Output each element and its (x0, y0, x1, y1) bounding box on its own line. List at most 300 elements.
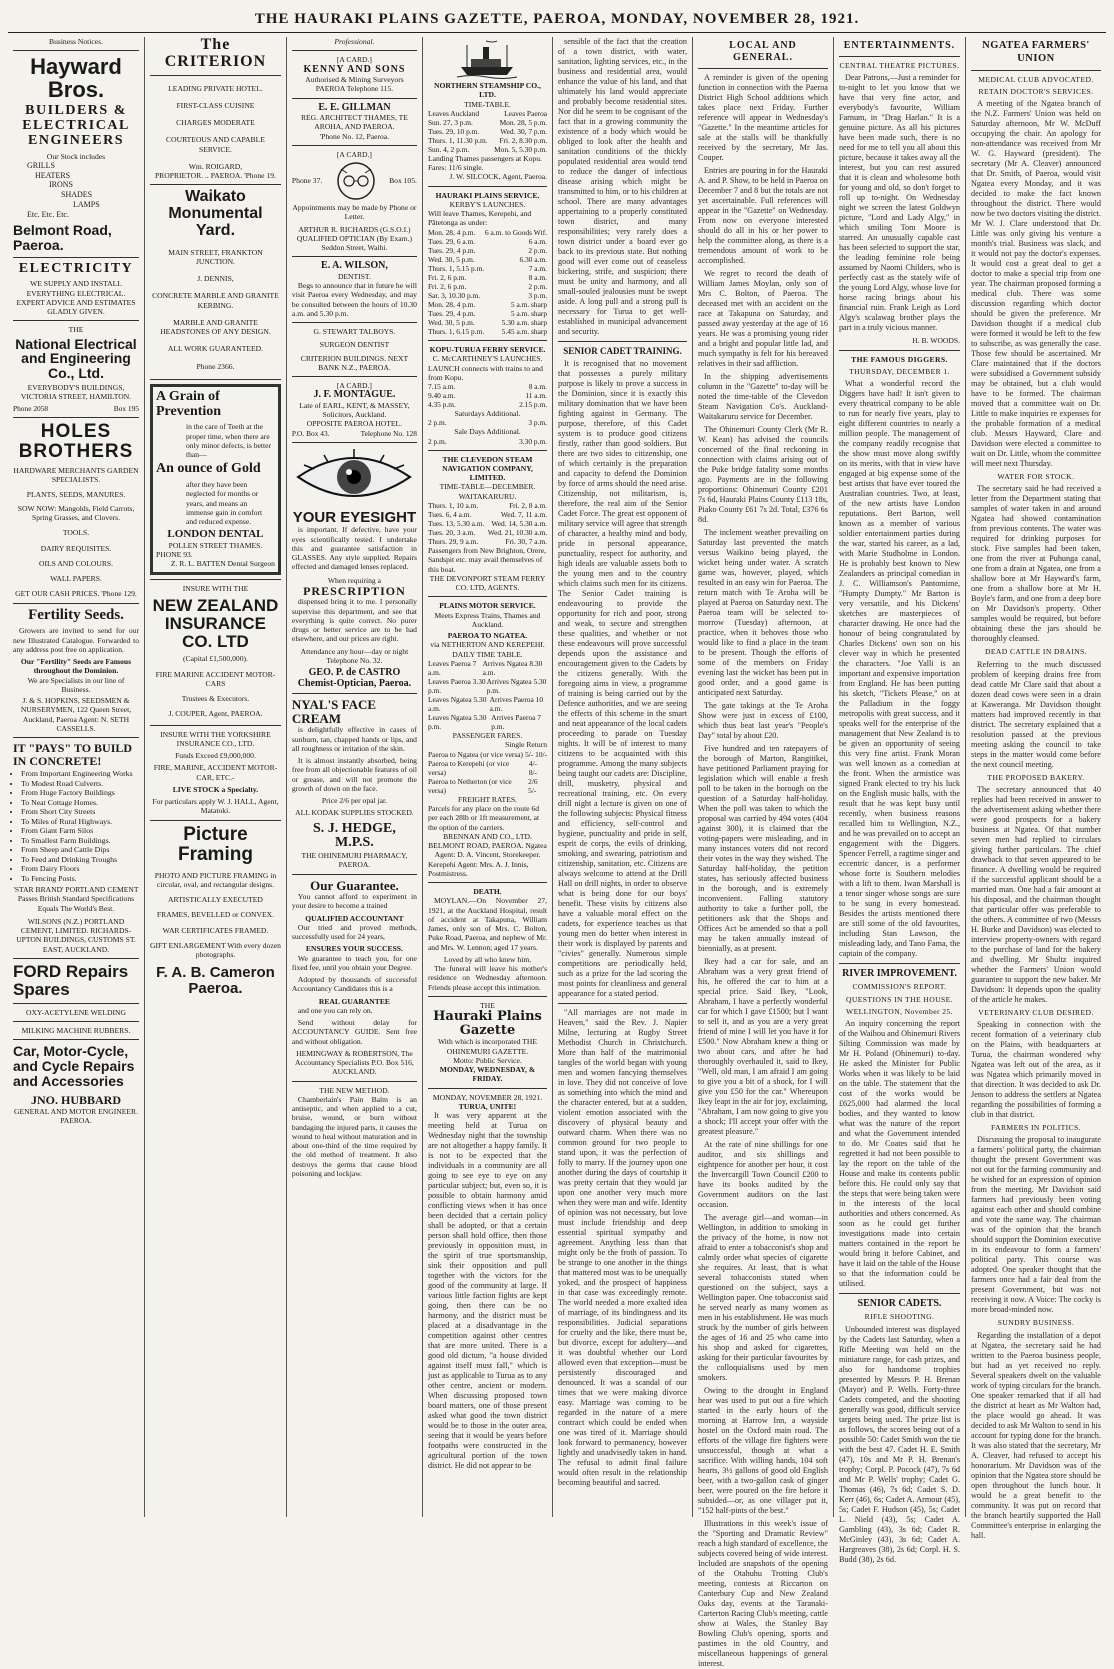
new-method-title: THE NEW METHOD. (319, 1085, 390, 1095)
kerby-row (428, 318, 547, 327)
politics-heading: FARMERS IN POLITICS. (991, 1123, 1081, 1133)
nz-capital: (Capital £1,500,000). (182, 654, 248, 664)
national-contact (13, 404, 139, 413)
tt-cell: Tues. 29, 4 p.m. (427, 245, 476, 255)
attendance: Attendance any hour—day or night Telephone No. 32. (300, 646, 409, 665)
brennan: BRENNAN AND CO., LTD. BELMONT ROAD, PAEROA. Ngatea Agent: D. A. Vincent, Storekeeper. (428, 831, 547, 860)
local-item: Five hundred and ten ratepayers of the borough of Marton, Rangitikei, have petitioned Parliament praying for legislation which will enable a fresh poll to be taken in the borough on the question of a Saturday half-holiday. When the poll was taken to which the proposal was carried by 494 votes (404 against 300), it is claimed that the voting-papers were misleading, and in many instances voters did not record their votes in the way they wished. The Saturday half-holiday, the petition states, has seriously affected business in the borough, and is extremely inconvenient. Falling statutory authority to take a further poll, the petitioners ask that the Shops and Offices Act be amended so that a poll may be taken annually instead of biennially, as at present. (698, 744, 828, 954)
kenny-surveyors: Authorised & Mining Surveyors PAEROA Telephone 115. (305, 75, 404, 94)
tt-cell: Leaves Paeroa 3.30 p.m. (427, 676, 486, 695)
senior-cadets-heading: SENIOR CADETS. (857, 1298, 942, 1310)
gillman-architect: REG. ARCHITECT THAMES, TE AROHA, AND PAEROA. (300, 113, 408, 132)
wellington-dateline: WELLINGTON, November 25. (846, 1006, 953, 1016)
dennis-concrete: CONCRETE MARBLE AND GRANITE KERBING. (152, 291, 279, 310)
criterion-cuisine: FIRST-CLASS CUISINE (176, 100, 255, 110)
montague-pobox: P.O. Box 43. (291, 428, 330, 438)
nyals-price: Price 2/6 per opal jar. (321, 796, 388, 806)
northern-steamship: NORTHERN STEAMSHIP CO., LTD. (434, 81, 541, 100)
fare-row (428, 750, 547, 759)
kenny-sons: KENNY AND SONS (303, 63, 406, 75)
tt-cell: Thurs. 1, 5.15 p.m. (427, 263, 485, 273)
accountancy-guide: Send without delay for ACCOUNTANCY GUIDE. Sent free and without obligation. (291, 1018, 417, 1046)
timetable-row (428, 127, 547, 136)
concrete-item: • To Fencing Posts. (21, 874, 139, 884)
senior-cadet-training-text: It is recognised that no movement that possesses a purely military purpose is likely to prove a success in the Dominion, since it is exactly this military domination that we have been fighting against in Germany. The purpose, therefore, of this Cadet system is to produce good citizens firstly, rather than good soldiers. But there are two sides to citizenship, one of which certainly is the preparation and capacity to defend the Dominion by force of arms should the need arise. Citizenship, not militarism, is, therefore, the real aim of the Senior Cadet Force. The great est opponent of military service will agree that strength of character, a healthy mind and body, pride in personal appearance, punctuality, respect for authority, and high ideals are valuable assets both to the young men and to the country which claims such men for its citizens. The Senior Cadet training is endeavouring to provide the opportunity for rich and poor, strong and weak, to secure and strengthen these qualities, and whether or not these endeavours will prove successful depends upon the assistance and encouragement given to the Cadets by the citizens generally. With the foregoing aims in view, a programme of training is being carried out by the Defence authorities, and we are seeing the effects of this scheme in the smart and neat appearance of the local cadets proceeding to parade on Tuesday nights. It will be of interest to many citizens to be acquainted with this programme. Among the many subjects being taught our cadets are: Discipline, drill, musketry, physical and recreational training, etc. On every drill night a lecture is given on one of the following subjects: Physical fitness and efficiency, self-control and hygiene, punctuality and pride in self, esprit de corps, the evils of drinking, smoking, and swearing, patriotism and citizenship, sanitation, etc. Citizens are always welcome to attend at the Drill Hall on drill nights, in order to observe what is being done for our boys' benefit. These visits by citizens also have a valuable moral effect on the cadets, for experience teaches us that young men do better when interest in their work is displayed by parents and "civies" generally. Numerous simple competitions are periodically held, such as a prize for the lad scoring the most points for cleanliness and general appearance for a stated period. (558, 358, 687, 998)
fertility-growers: Growers are invited to send for our new Illustrated Catalogue. Forwarded to any address post free on application. (13, 626, 139, 654)
local-general-heading: LOCAL AND GENERAL. (729, 40, 797, 64)
kerby-row (428, 291, 547, 300)
everybodys-buildings: EVERYBODY'S BUILDINGS, VICTORIA STREET, HAMILTON. (20, 382, 132, 401)
ford-repairs: FORD Repairs Spares (13, 961, 129, 999)
tt-cell: Wed. 21, 10.30 a.m. (487, 528, 548, 538)
yorkshire-live: LIVE STOCK a Specialty. (172, 784, 259, 794)
optician-box: Box 105. (389, 176, 417, 186)
stock-item: HEATERS (35, 170, 71, 180)
tt-cell: Sun. 4, 2 p.m. (427, 144, 470, 154)
nz-trustees: Trustees & Executors. (181, 694, 250, 704)
rifle-shooting: RIFLE SHOOTING. (864, 1312, 935, 1322)
electricity-title: ELECTRICITY (18, 260, 134, 276)
stock-intro: Our Stock includes (46, 151, 106, 161)
real-guarantee: REAL GUARANTEE (318, 996, 390, 1006)
dairy-line: DAIRY REQUISITES. (40, 543, 112, 553)
clev-row (428, 519, 547, 528)
hardware-merchants: HARDWARE MERCHANTS GARDEN SPECIALISTS. (13, 466, 139, 485)
guarantee-text-4: Adopted by thousands of successful Accountancy Candidates this is a (291, 975, 417, 994)
tt-cell: Fri. 2, 8.30 p.m. (499, 135, 548, 145)
kerbys-launches: KERBY'S LAUNCHES. (449, 199, 526, 209)
richards: ARTHUR R. RICHARDS (G.S.O.I.) QUALIFIED OPTICIAN (By Exam.) Seddon Street, Waihi. (296, 224, 412, 252)
tt-cell: Fri. 2, 8 a.m. (509, 500, 548, 510)
eyesight-title: YOUR EYESIGHT (292, 508, 417, 526)
tt-cell: 2.15 p.m. (519, 400, 548, 410)
concrete-item: • From Important Engineering Works (21, 769, 139, 779)
guarantee-text-3: We guarantee to teach you, for one fixed fee, until you obtain your Degree. (291, 953, 417, 972)
politics-text: Discussing the proposal to inaugurate a farmers' political party, the chairman thought the present Government was not out for the farming community and he wished for an expression of opinion from the meeting. Mr Davidson said farmers had previously been voting against each other and should combine and vote the same way. The chairman was of the opinion that the branch should support the Dominion executive in its endeavour to form a farmers' political party. This course was adopted. One speaker thought that the farmers once had a fair deal from the present Government, but was not receiving it now. A Voice: The cocky is more broad-minded now. (971, 1135, 1101, 1315)
stock-item: Etc. Etc. Etc. (27, 209, 69, 219)
concrete-list (13, 769, 139, 883)
london-dental: LONDON DENTAL (167, 528, 264, 541)
tt-cell: Tues. 29, 6 a.m. (427, 236, 476, 246)
criterion-charges: CHARGES MODERATE (176, 118, 255, 128)
tt-cell: 6.30 a.m. (519, 254, 548, 264)
fare-row (428, 777, 547, 795)
veterinary-heading: VETERINARY CLUB DESIRED. (978, 1007, 1094, 1017)
tt-cell: 2 p.m. (528, 245, 548, 255)
concrete-item: • From Dairy Floors (21, 864, 139, 874)
concrete-item: • To Smallest Farm Buildings. (21, 836, 139, 846)
tt-cell: 3 p.m. (528, 418, 548, 428)
kerby-row (428, 255, 547, 264)
clevedon-passengers: Passengers from New Brighton, Orere, Sandspit etc. may avail themselves of this boat. (427, 546, 547, 574)
timetable-title: TIME-TABLE. (464, 99, 511, 109)
masthead: THE HAURAKI PLAINS GAZETTE, PAEROA, MONDAY, NOVEMBER 28, 1921. (8, 6, 1106, 33)
medical-text: A meeting of the Ngatea branch of the N.Z. Farmers' Union was held on Saturday afternoon, Mr W. McDuff occupying the chair. An apology for non-attendance was received from Mr W. G. Hayward (president). The secretary (Mr A. Cleaver) announced that Dr. Smith, of Paeroa, would visit Ngatea every Monday, and it was decided to make the fact known throughout the district. There would now be two doctors visiting the district. Mr W. J. Clare understood that Dr. Little was only giving his venture a month's trial. Business was slack, and it would not pay the doctor's expenses. It would cost a great deal to get a doctor to make a special trip from one year. The chairman proposed forming a medical club. There was some discussion regarding which doctor should be given the preference. Mr Davidson thought if a medical club were formed it would be left to the few to subscribe, as was generally the case. Those few should be ascertained. Mr Clare maintained that if the doctors were subsidised a Government subsidy may be obtained, but a club would have to be formed. The chairman moved that a committee wait on Dr. Little to make inquiries re expenses for the probable formation of a medical club. Messrs Hayward, Clare and Davidson were elected a committee to wait on Dr. Little, whom the committee will meet next Thursday. (971, 99, 1101, 469)
kerby-row (428, 327, 547, 336)
mc-row (428, 400, 547, 409)
mc-row (428, 382, 547, 391)
tt-cell: Arrives Ngatea 5.30 p.m. (486, 676, 547, 695)
timetable-row (428, 118, 547, 127)
local-item: Owing to the drought in England hear was used to put out a fire which started in the early hours of the morning at Harrow Inn, a wayside hostel on the Oxford main road. The efforts of the village fire fighters were unsuccessful, though at what a sacrifice. With willing hands, 104 soft hearts, 3½ gallons of good old English beer, with a two-gallon cask of ginger beer, were poured on the fire before it subsided—or, as one villager put it, "152 half-pints of the best." (698, 1386, 828, 1516)
concrete-item: • To Miles of Rural Highways. (21, 817, 139, 827)
gazette-motto: Motto: Public Service. (453, 1055, 522, 1065)
de-castro: GEO. P. de CASTRO Chemist-Optician, Paeroa. (297, 667, 412, 689)
guarantee-text-5: and one you can rely on. (297, 1005, 373, 1015)
talboys-address: CRITERION BUILDINGS. NEXT BANK N.Z., PAEROA. (300, 353, 409, 372)
column-3 (287, 37, 423, 1517)
daily-row (428, 695, 547, 713)
death-text: MOYLAN.—On November 27, 1921, at the Auckland Hospital, result of accident at Takapuna, William James, only son of Mrs. C. Bolton, Puke Road, Paeroa, and nephew of Mr. and Mrs. W. Lennon; aged 17 years. (427, 896, 548, 952)
tt-cell: Wed. 30, 5 p.m. (427, 317, 475, 327)
tt-cell: Arrives Paeroa 7 p.m. (491, 713, 541, 732)
framing-photo: PHOTO AND PICTURE FRAMING in circular, oval, and rectangular designs. (154, 870, 277, 889)
tt-cell: 7 a.m. (528, 263, 548, 273)
talboys: G. STEWART TALBOYS. (313, 327, 396, 336)
diggers-text: What a wonderful record the Diggers have had! It isn't given to every theatrical company to be able to run for nearly five years, play to eight different countries to nearly a million people. The management of the company readily recognise that the show must move along swiftly on its merits, with that in view have engaged at big expense some of the best artists that have ever toured the Australian countries. Two, at least, of the new artists have London reputations. Bert Barton, well known as a member of various soldier entertainment parties during the war, started his career, as a lad, with Marie Studholme in London. He is probably best known to New Zealanders as principal comedian in J. C. Williamson's Pantomime, "Humpty Dumpty." Mr Barton is very versatile, and his Dickens' sketches are masterpieces of character drawing. He once had the honour of being congratulated by Charles Dickens' own son on his clever way in which he presented the characters. "Joe Yalli is an important and expensive importation from England. He has been putting his sketch, "Tickets Please," on at the Palladium in the foggy metropolis with great success, and it speaks well for the enterprise of the management that New Zealand is to be given an opportunity of seeing this very fine artist. Frank Moran was well known as a comedian at the front. When the armistice was signed Frank elected to try his luck on the English music halls, with the result that he was kept busy until recently, when business reasons recalled him to Wellington, N.Z., and he was prevailed on to accept an engagement with the Diggers. Spencer Ferrell, a ragtime singer and eccentric dancer, is a performer whose forte is Southern melodies with a lift to them. Iwan Marshall is a tenor singer whose songs are sure to be sung in every homestead. Besides the artists mentioned there are still some of the old favourites, including Stan Lawson, the misleading lady, and Tano Fama, the captain of the company. (838, 379, 961, 959)
criterion-service: COURTEOUS AND CAPABLE SERVICE. (166, 135, 265, 154)
kerby-row (428, 300, 547, 309)
talboys-surgeon: SURGEON DENTIST (319, 340, 390, 350)
bakery-text: The secretary announced that 40 replies had been received in answer to the advertisement asking whether there were good prospects for a bakery business at Ngatea. Of that number seven men had replied to circulars giving further particulars. The chief drawback to that seven appeared to be finance. A dwelling would be required if the successful applicant should be a married man. One had a fair amount at his disposal, and the chairman thought that particular offer was preferable to the others. A committee of two (Messrs H. Burke and Davidson) was elected to interview property-owners with regard to the purchase of land for the bakery and dwelling. Mr Shultz inquired whether the Farmers' Union would guarantee to support the new baker. Mr Davidson: It depends upon the quality of the article he makes. (971, 784, 1101, 1004)
criterion-hotel: LEADING PRIVATE HOTEL. (168, 83, 263, 93)
clevedon: THE CLEVEDON STEAM NAVIGATION COMPANY, LIMITED. (442, 454, 533, 483)
local-item: In the shipping advertisements column in the "Gazette" to-day will be noted the time-table of the Clevedon Steam Navigation Co's. Auckland-Waitakaruru service for December. (698, 372, 828, 422)
tt-december: TIME-TABLE—DECEMBER. (439, 482, 536, 492)
local-item: Entries are pouring in for the Hauraki A. and P. Show, to be held in Paeroa on December 7 and 8 but the totals are not yet ascertainable. Full references will appear in the "Gazette" on Wednesday. From now on everyone interested should do all in his or her power to help the committee along, as there is a tremendous amount of work to be accomplished. (698, 166, 828, 266)
column-7 (834, 37, 966, 1564)
sale-row (428, 437, 547, 446)
hauraki-plains-gazette-title: Hauraki Plains Gazette (433, 1009, 542, 1038)
stock-item: LAMPS (73, 199, 100, 209)
marriages-article: "All marriages are not made in Heaven," said the Rev. J. Napier Milne, lecturing at Rugby Street Methodist Church in Christchurch. More than half of the matrimonial tangles of the world began with young men and women fancying themselves in love. They did not conceive of love as something into which the mind and the character entered, but at a sudden, violent emotion associated with the discovery of physical beauty and outward charm. When there was no common ground for two people to stand upon, it was the perfection of folly to marry. If the journey upon one another during the days of courtship it was pretty certain that they would jar upon one another very much more when they were man and wife. Identity of opinion was not necessary, but love must include friendship and deep essential spiritual sympathy and agreement. Anything less than that might only be the froth of passion. To be strange to one another in the things that mattered most was to be unequally yoked, and the prospect of happiness in that case was exceedingly remote. The world needed a more exalted idea of marriage, of its bindingness and its responsibilities. Judicial separations for cruelty and the like, there must be, but divorce, except for adultery—and it was doubtful whether our Lord allowed even that exception—must be persistently discouraged and denounced. It was a scandal of our times that we were making divorce easy. Marriage was coming to be regarded in the nature of a mere contract which could be ended when one was tired of it. Marriage should look forward to permanency, however lightly and unadvisedly taken in hand. The refusal to admit final failure would often result in the relationship becoming beautiful and sacred. (558, 1007, 687, 1487)
dennis: J. DENNIS, (197, 274, 234, 284)
tt-cell: 2 p.m. (427, 418, 447, 428)
wilson-dentist: DENTIST. (337, 271, 371, 281)
steamship-icon (457, 39, 517, 79)
framing-artistic: ARTISTICALLY EXECUTED (168, 895, 263, 904)
optician-header (292, 159, 417, 203)
turua-text: It was very apparent at the meeting held at Turua on Wednesday night that the township are not altogether a happy family. It is not to be expected that the individuals in a community are all going to see eye to eye on any particular subject; but, even so, it is possible to obtain harmony amid conflicting views when it has once been decided that a certain policy shall be adopted, or that a certain person shall hold office, then those previously in opposition must, in the spirit of true sportsmanship, sink their opposition and pull together with the victors for the good of the community at large. If various little faction fights are kept going, then there can be no harmony, and the district must be placed at a disadvantage in the competition against other centres that are more united. There is a good old dictum, "a house divided against itself must fall," which is just as applicable to Turua as to any other centre, ancient or modern. When discussing proposed town board matters, one of those present asked what good the town district would be to those in the outer area, seeing that it would be years before footpaths were constructed in the agricultural portion of the town district. He did not appear to be (427, 1111, 548, 1471)
tt-cell: Tues. 6, 4 a.m. (427, 509, 472, 519)
tt-cell: Thurs. 1, 11.30 p.m. (427, 135, 488, 145)
yorkshire-particulars: For particulars apply W. J. HALL, Agent, Matatoki. (152, 797, 279, 816)
pays-to-build: IT "PAYS" TO BUILD IN CONCRETE! (13, 741, 133, 768)
tt-head-left: Leaves Auckland (427, 108, 480, 118)
tt-cell: 3.30 p.m. (519, 436, 548, 446)
ounce-title: An ounce of Gold (156, 461, 261, 477)
column-2 (145, 37, 287, 1517)
tools-line: TOOLS. (62, 528, 90, 538)
tt-head-right: Leaves Paeroa (504, 108, 548, 118)
roigard: Wm. ROIGARD, (188, 161, 243, 171)
optician-phone: Phone 37. (291, 176, 323, 186)
tt-cell: Tues. 29, 10 p.m. (427, 126, 480, 136)
rifle-text: Unbounded interest was displayed by the Cadets last Saturday, when a Rifle Meeting was held on the miniature range, for cash prizes, and also for handsome trophies presented by Messrs P. H. Brenan (Mayor) and P. Wells. Forty-three Cadets competed, and the shooting generally was good, difficult service targets being used. The prize list is as follows, the scores being out of a possible 50: Cadet Smith won the tie with the best 47. Cadet H. E. Smith (47), 10s and Mr P. H. Brenan's trophy; Corpl. P. Pocock (47), 7s 6d and Mr P. Wells' trophy; Cadet G. Thomas (46), 7s 6d; Cadet S. D. Kerr (46), 6s; Cadet A. Armour (45), 5s; Cadet F. Hudson (45), 5s; Cadet L. Nield (43), 5s; Cadet A. Gambling (43), 3s 6d; Cadet R. McGinley (43), 3s 6d; Cadet A. Hargreaves (38), 2s 6d; Corpl. H. S. Budd (38), 2s 6d. (838, 1324, 961, 1564)
central-theatre-heading: CENTRAL THEATRE PICTURES. (839, 61, 960, 71)
fertility-famous: Our "Fertility" Seeds are Famous throughout the Dominion. (20, 657, 132, 676)
wilsons-cement: WILSONS (N.Z.) PORTLAND CEMENT, LIMITED. RICHARDS-UPTON BUILDINGS, CUSTOMS ST. EAST, AUCKLAND. (16, 916, 136, 954)
tt-cell: 5 a.m. sharp (510, 299, 548, 309)
holes-brothers: HOLES BROTHERS (18, 421, 134, 463)
criterion-title: The CRITERION (164, 36, 267, 70)
concrete-item: • From Sheep and Cattle Dips (21, 845, 139, 855)
gillman: E. E. GILLMAN (318, 101, 391, 113)
local-item: The average girl—and woman—in Wellington, in addition to smoking in the privacy of the home, is now not afraid to enter a tobacconist's shop and calmly order what species of cigarette she requires. At least, that is what several tobacconists stated when questioned on the subject, says a Wellington paper. One tobacconist said he served nearly as many women as men in his establishment. He was much struck by the number of girls between the ages of 16 and 25 who came into his shop and asked for cigarettes, asking for their particular favourites by the colloquialisms used by men smokers. (698, 1213, 828, 1383)
landing-note: Landing Thames passengers at Kopu. Fares: 11/6 single. (427, 153, 542, 173)
national-electrical: National Electrical and Engineering Co., Ltd. (15, 335, 137, 381)
tt-cell: 2 p.m. (528, 281, 548, 291)
tt-cell: Fri. 2, 6 p.m. (427, 281, 467, 291)
local-item: At the rate of nine shillings for one auditor, and six shillings and eightpence for another per hour, it cost the Invercargill Town Council £200 to have its books audited by the Government auditors on the last occasion. (698, 1140, 828, 1210)
tt-cell: Mon. 28, 4 p.m. (427, 227, 476, 237)
stock-item: GRILLS (27, 160, 55, 170)
mcarthney-text: LAUNCH connects with trains to and from Kopu. (427, 363, 543, 382)
entertainments-heading: ENTERTAINMENTS. (843, 40, 956, 51)
the-label: THE (68, 325, 84, 335)
insure-with: INSURE WITH THE (182, 583, 249, 593)
prescription-text: dispensed bring it to me. I personally supervise this department, and see that everything is quite correct. No purer drugs or better service are to be had elsewhere, and our prices are right. (291, 597, 417, 644)
national-phone: Phone 2058 (13, 404, 49, 414)
water-text: The secretary said he had received a letter from the Department stating that samples of water taken in and around Ngatea had showed contamination from previous contents. The water was required for drinking purposes for stock. Five samples had been taken, one from the river at Puhunga canal, one from a drain at Ngatea, one from a shallow bore at Mr Hayward's farm, one from a shallow bore at Mr H. Boyle's farm, and one from a deep bore on Mr Davidson's property. Other samples would be required, but before obtaining these the jars should be thoroughly cleansed. (971, 484, 1101, 644)
oils-line: OILS AND COLOURS. (38, 558, 114, 568)
death-loved: Loved by all who knew him. (443, 954, 532, 964)
tt-cell: 9.40 a.m. (427, 391, 456, 401)
tt-cell: 6 a.m. to Goods Wtf. (484, 227, 548, 237)
hemingway: HEMINGWAY & ROBERTSON, The Accountancy Specialists P.O. Box 516, AUCKLAND. (295, 1048, 414, 1077)
stock-item: IRONS (49, 180, 74, 190)
death-heading: DEATH. (473, 887, 502, 896)
column-8 (966, 37, 1106, 1540)
ounce-text: after they have been neglected for months or years, and means an immense gain in comfort and reduced expense. (186, 480, 263, 527)
tt-cell: Mon. 28, 4 p.m. (427, 299, 476, 309)
kerby-row (428, 237, 547, 246)
nz-insurance: NEW ZEALAND INSURANCE CO. LTD (152, 595, 279, 651)
dental-ad (150, 384, 281, 575)
tt-cell: Fri. 2, 6 p.m. (427, 272, 467, 282)
turua-unite: TURUA, UNITE! (458, 1101, 517, 1111)
tt-cell: Wed. 7, 11 a.m. (500, 509, 548, 519)
daily-timetable: DAILY TIME TABLE. (452, 649, 523, 659)
tt-cell: Leaves Ngatea 5.30 p.m. (427, 713, 487, 732)
tt-cell: Wed. 30, 5 p.m. (427, 254, 475, 264)
columns (8, 36, 1106, 1669)
gazette-date: MONDAY, NOVEMBER 28, 1921. (432, 1092, 543, 1102)
new-method-text: Chamberlain's Pain Balm is an antiseptic, and when applied to a cut, bruise, wound, or burn without bandaging the injured parts, it causes the wound to heal without maturation and in about one-third of the time required by the old method of treatment. It also destroys the germs that cause blood poisoning and lockjaw. (291, 1094, 417, 1178)
wilson-text: Begs to announce that in future he will visit Paeroa every Wednesday, and may be consulted between the hours of 10.30 a.m. and 5.30 p.m. (291, 281, 417, 318)
local-item: We regret to record the death of William James Moylan, only son of Mrs C. Bolton, of Paeroa. The deceased met with an accident on the race at Takapuna on Saturday, and passed away yesterday at the age of 16 years. He was a promising young rider and a bright and popular little lad, and much sympathy is felt for his bereaved relatives in their sad affliction. (698, 269, 828, 369)
medical-club-heading: MEDICAL CLUB ADVOCATED. (978, 74, 1094, 84)
daily-row (428, 713, 547, 731)
concrete-item: • From Short City Streets (21, 807, 139, 817)
commission-report: COMMISSION'S REPORT. (852, 982, 947, 992)
nyals-text-2: It is almost instantly absorbed, being free from all objectionable features of oil or grease, and will not promote the growth of down on the face. (291, 756, 417, 793)
woods-signature: H. B. WOODS. (912, 336, 961, 346)
tt-cell: Arrives Ngatea 8.30 a.m. (482, 658, 543, 677)
wall-line: WALL PAPERS. (50, 574, 102, 584)
fertility-seeds: Fertility Seeds. (28, 606, 124, 623)
hedge: S. J. HEDGE, M.P.S. (313, 820, 396, 851)
national-box: Box 195 (113, 404, 139, 414)
waitakaruru: WAITAKARURU. (458, 491, 517, 501)
tt-cell: Mon. 28, 5 p.m. (499, 117, 548, 127)
kodak-supplies: ALL KODAK SUPPLIES STOCKED. (295, 808, 414, 818)
local-item: The inclement weather prevailing on Saturday last prevented the match versus Waikino being played, the wicket being under water. A scratch game was, however, played, which resulted in an easy win for Paeroa. The return match with Te Aroha will be played at Paeroa on Saturday next. The Paeroa team will be selected to-morrow (Tuesday) afternoon, at practice, when it behoves those who would like to find a place in the team to be present. Though the efforts of some of the members on Friday evening last the wicket has been put in good order, and a good game is anticipated next Saturday. (698, 528, 828, 698)
montague: J. F. MONTAGUE. (313, 389, 396, 401)
nyals-text: is delightfully effective in cases of sunburn, tan, chapped hands or lips, and all roughness or irritation of the skin. (291, 725, 417, 753)
waikato-address: MAIN STREET, FRANKTON JUNCTION. (168, 247, 263, 266)
timetable-head (428, 109, 547, 118)
tt-cell: 5 a.m. sharp (510, 308, 548, 318)
kerby-row (428, 273, 547, 282)
cameron: F. A. B. Cameron Paeroa. (156, 964, 275, 997)
silcock: J. W. SILCOCK, Agent, Paeroa. (449, 172, 548, 182)
river-improvement-heading: RIVER IMPROVEMENT. (842, 968, 957, 980)
sale-days: Sale Days Additional. (454, 427, 521, 437)
local-item: A reminder is given of the opening function in connection with the Paeroa District High School additions which takes place next Friday. Further reference will appear in Wednesday's "Gazette." In the meantime articles for sale at the stalls will be thankfully received by the secretary, Mr Jas. Couper. (698, 73, 828, 163)
roigard-proprietor: PROPRIETOR. .. PAEROA. 'Phone 19. (154, 171, 276, 181)
wilson: E. A. WILSON, (321, 260, 388, 272)
dental-phone: PHONE 93. (156, 550, 193, 560)
tt-cell: 5.45 a.m. sharp (501, 327, 548, 336)
builders-line: BUILDERS & ELECTRICAL ENGINEERS (22, 103, 130, 148)
yorkshire-funds: Funds Exceed £9,000,000. (175, 751, 256, 761)
plains-motor-text: Meets Express Trains, Thames and Auckland. (434, 610, 541, 629)
via-netherton: via NETHERTON AND KEREPEHI. (430, 640, 545, 650)
concrete-item: • From Huge Factory Buildings (21, 788, 139, 798)
kerby-row (428, 309, 547, 318)
freight-rates: FREIGHT RATES. (458, 794, 517, 804)
timetable-row (428, 136, 547, 145)
framing-frames: FRAMES, BEVELLED or CONVEX. (156, 910, 274, 920)
daily-row (428, 659, 547, 677)
tt-cell: 2/6 5/- (528, 776, 538, 795)
tt-cell: 2 p.m. (427, 436, 447, 446)
guarantee-text: You cannot afford to experiment in your desire to become a trained (291, 892, 417, 911)
fare-row (428, 759, 547, 777)
hauraki-plains-service: HAURAKI PLAINS SERVICE. (435, 190, 540, 200)
nyals-title: NYAL'S FACE CREAM (291, 697, 377, 726)
tt-cell: Leaves Ngatea 5.30 a.m. (427, 694, 487, 713)
column-5 (553, 37, 693, 1517)
tt-cell: Thurs. 29, 9 a.m. (427, 537, 479, 547)
sundry-heading: SUNDRY BUSINESS. (997, 1318, 1075, 1328)
eye-icon (294, 447, 414, 507)
tt-cell: Tues. 20, 3 a.m. (427, 528, 476, 538)
diggers-date: THURSDAY, DECEMBER 1. (849, 366, 950, 376)
tt-cell: Tues. 13, 5.30 a.m. (427, 519, 485, 528)
tt-cell: Tues. 29, 4 p.m. (427, 308, 476, 318)
montague-contact (292, 429, 417, 438)
yorkshire: INSURE WITH THE YORKSHIRE INSURANCE CO., LTD. (160, 729, 271, 748)
tt-cell: Thurs. 1, 6.15 p.m. (427, 327, 485, 336)
death-funeral: The funeral will leave his mother's residence on Wednesday afternoon. Friends please accept this intimation. (427, 964, 548, 992)
hayward-title: Hayward Bros. (30, 54, 122, 103)
car-repairs: Car, Motor-Cycle, and Cycle Repairs and Accessories (13, 1043, 135, 1089)
famous-diggers-heading: THE FAMOUS DIGGERS. (851, 354, 948, 364)
sundry-text: Regarding the installation of a depot at Ngatea, the secretary said he had written to the Paeroa business people, but had as yet received no reply. Several speakers dwelt on the valuable work of typing circulars for the branch. One speaker remarked that if all had the district at heart as Mr Walton had, the place would go ahead. It was decided to ask Mr Walton to send in his account for typing done for the branch. It was also stated that the secretary, Mr A. Cleaver, had refused to accept his honorarium. Mr Davidson was of the opinion that the Ngatea store should be open throughout the lunch hour. It would be a great benefit to the community. It was put on record that the branch heartily supported the Hall Committee's enterprise in enlarging the hall. (971, 1330, 1101, 1540)
guarantee-title: Our Guarantee. (310, 877, 399, 893)
oxy-welding: OXY-ACETYLENE WELDING (25, 1007, 127, 1017)
clev-row (428, 510, 547, 519)
stock-list (13, 161, 139, 220)
tt-cell: Thurs. 1, 10 a.m. (427, 500, 479, 510)
freight-text: Parcels for any place on the route 6d per each 28lb or 1ft measurement, at the option of the carriers. (427, 804, 540, 832)
tt-cell: Arrives Paeroa 10 a.m. (489, 694, 544, 713)
concrete-item: • To Feed and Drinking Troughs (21, 855, 139, 865)
dennis-marble: MARBLE AND GRANITE HEADSTONES OF ANY DESIGN. (160, 317, 271, 337)
when-requiring: When requiring a (327, 575, 381, 585)
business-notices-heading: Business Notices. (49, 37, 103, 46)
kerby-row (428, 228, 547, 237)
montague-tel: Telephone No. 128 (360, 428, 417, 438)
dead-cattle-text: Referring to the much discussed problem of keeping drains free from dead cattle Mr Clare said that about a dozen dead cows were seen in a drain at Kaweranga. Mr Davidson thought matters had improved recently in that district. The secretary explained that a resolution passed at the previous meeting asking the council to take steps in the matter would come before the next council meeting. (971, 659, 1101, 769)
yorkshire-fire: FIRE, MARINE, ACCIDENT MOTOR-CAR, ETC.- (153, 763, 278, 782)
star-brand: 'STAR BRAND' PORTLAND CEMENT Passes British Standard Specifications Equals The World's Best. (13, 885, 139, 913)
couper: J. COUPER, Agent, PAEROA. (168, 709, 263, 719)
tt-cell: 6 a.m. (528, 236, 548, 246)
saturdays-additional: Saturdays Additional. (454, 409, 521, 419)
central-theatre-text: Dear Patrons,—Just a reminder for to-night to let you know that we have that very fine actor, and everybody's favourite, William Farnum, in "Drag Harlan." It is a genuine picture. As all his pictures have been made such, there is no need for me to tell you all about this picture, because it takes away all the interest, but you can rest assured that it is clean and wholesome both for young and old, so don't forget to roll up to-night. On Wednesday night we screen the latest Goldwyn picture, "Lord and Lady Algy," in which smiling Tom Moore is starred. An unusually capable cast has been selected to support the star, the leading feminine role being assumed by Naomi Childers, who is perfectly cast as the stately wife of the young Lord Algy, whose love for horse racing brings about his financial ruin. Frank Leigh as Lord Algy's scalawag brother plays the part in a truly vicious manner. (838, 73, 961, 333)
ensures-success: ENSURES YOUR SUCCESS. (305, 944, 403, 954)
retain-doctor: RETAIN DOCTOR'S SERVICES. (978, 86, 1094, 96)
passenger-fares: PASSENGER FARES. (452, 731, 523, 741)
kerbys-text: Will leave Thames, Kerepehi, and Pātetonga as under: (427, 209, 532, 228)
framing-war: WAR CERTIFICATES FRAMED. (162, 925, 269, 935)
kopu-ferry: KOPU-TURUA FERRY SERVICE. (429, 345, 546, 355)
hopkins: J. & S. HOPKINS, SEEDSMEN & NURSERYMEN, 122 Queen Street, Auckland, Paeroa Agent: N. SETH CASSELLS. (20, 696, 132, 733)
column-1 (8, 37, 145, 1517)
mcarthney: C. McCARTHNEY'S LAUNCHES. (432, 354, 543, 364)
montague-late: Late of EARL, KENT, & MASSEY, Solicitors, Auckland. (299, 400, 410, 419)
cash-prices: GET OUR CASH PRICES. 'Phone 129. (15, 589, 137, 599)
daily-row (428, 677, 547, 695)
timetable-row (428, 145, 547, 154)
tt-cell: Fri. 30, 7 a.m. (505, 537, 548, 547)
ohinemuri-pharmacy: THE OHINEMURI PHARMACY, PAEROA. (301, 851, 408, 870)
optician-appointments: Appointments may be made by Phone or Letter. (292, 203, 417, 222)
column-4 (423, 37, 553, 1517)
framing-gift: GIFT ENLARGEMENT With every dozen photographs. (150, 940, 281, 959)
tt-cell: 7.15 a.m. (427, 382, 456, 392)
guarantee-text-2: Our tried and proved methods, successfully used for 24 years, (291, 922, 417, 942)
water-stock-heading: WATER FOR STOCK. (997, 472, 1075, 482)
hubbard-general: GENERAL AND MOTOR ENGINEER. PAEROA. (13, 1106, 139, 1126)
concrete-item: • From Giant Farm Silos (21, 826, 139, 836)
nz-fire: FIRE MARINE ACCIDENT MOTOR-CARS (155, 669, 276, 688)
bakery-heading: THE PROPOSED BAKERY. (987, 772, 1085, 782)
eyesight-text: is important. If defective, have your eyes scientifically tested. I undertake this and guarantee satisfaction in GLASSES. Any style supplied. Repairs effected and damaged lenses replaced. (291, 525, 417, 572)
sow-now: SOW NOW: Mangolds, Field Carrots, Spring Grasses, and Clovers. (17, 503, 135, 523)
sat-row (428, 418, 547, 427)
grain-title: A Grain of Prevention (156, 388, 222, 419)
single-return: Single Return (505, 740, 548, 750)
local-item: Ikey had a car for sale, and an Abraham was a very great friend of his, he offered the car to him at a special price. Said Ikey, "Look, Abraham, I have a perfectly wonderful car for which I gave £1500; but I want to sell it, and as you are a very great friend of mine I will let you have it for £500." Now Abraham knew a thing or two about cars, and after he had thoroughly overhauled it, said to Ikey, "Well, old man, I am afraid I am going to give you a bit of a shock, for I will give you £50 for the car." Whereupon Ikey leapt in the air for joy, exclaiming, "Abraham, I am now going to give you a shock; I'll accept your offer with the greatest pleasure." (698, 957, 828, 1137)
grain-text: in the care of Teeth at the proper time, when there are only minor defects, is better than— (186, 422, 271, 460)
tt-cell: Paeroa to Ngatea (or vice versa) (427, 749, 523, 759)
tt-cell: Wed. 14, 5.30 a.m. (491, 519, 548, 528)
turua-continued: sensible of the fact that the creation of a town district, with water, sanitation, lighting services, etc., in the business and residential area, would enhance the value of his land, and that ultimately his land would appreciate and probably become residential sites. Nor did he seem to be cognisant of the fact that in a growing community the existence of a body which would be obliged to look after the health and sanitation conditions of the thickly populated residential area would tend to reduce the danger of infectious disease arising which might be transmitted to him, or to his children at school. There are many advantages appertaining to a properly constituted town district, and many responsibilities; very rarely does a town district under a board ever go back to its previous state. But nothing good will ever come out of ceaseless bickering, strife, and suspicion; there must be unity and harmony, and all small-souled jealousies must be swept aside. A long pull and a strong pull is necessary for Turua to get well-established in municipal advancement and security. (558, 37, 687, 336)
local-item: The Ohinemuri County Clerk (Mr R. W. Kean) has advised the councils concerned of the final reckoning in connection with claims arising out of the Puke bridge fatality some months ago. Payments are in the following proportions: Ohinemuri County £201 7s 6d, Hauraki Plains County £113 18s, Piako County £61 7s 2d. Total, £376 6s 8d. (698, 425, 828, 525)
devonport-agents: THE DEVONPORT STEAM FERRY CO. LTD, AGENTS. (429, 573, 546, 593)
waikato-monumental: Waikato Monumental Yard. (168, 188, 263, 239)
paeroa-to-ngatea: PAEROA TO NGATEA. (447, 631, 528, 641)
card-label-2: [A CARD.] (336, 149, 372, 159)
gazette-incorporated: With which is incorporated THE OHINEMURI GAZETTE. (437, 1037, 538, 1056)
dennis-work: ALL WORK GUARANTEED. (167, 344, 264, 354)
plains-motor: PLAINS MOTOR SERVICE. (439, 601, 536, 611)
tt-cell: Mon. 5, 5.30 p.m. (494, 144, 548, 154)
